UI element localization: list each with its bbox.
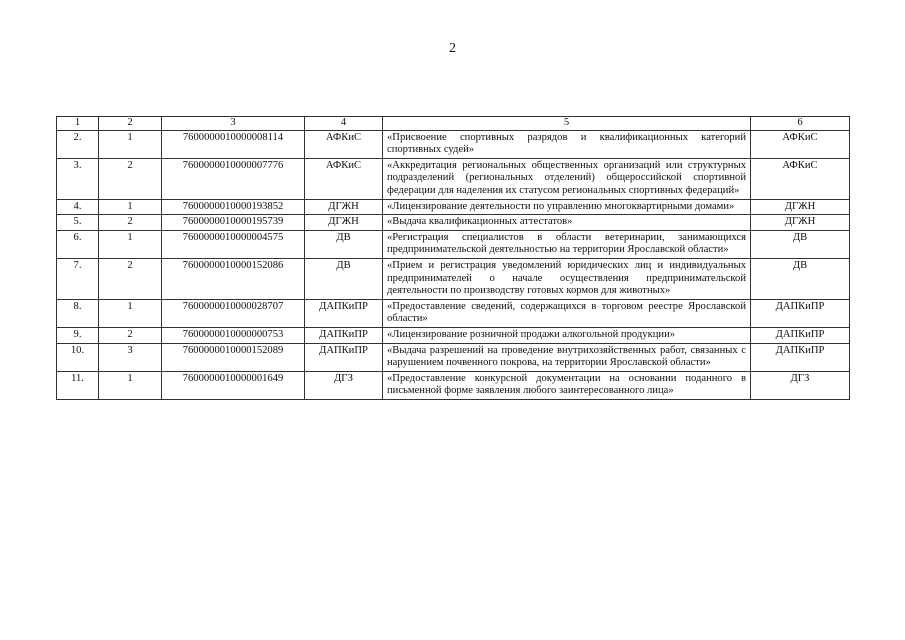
service-code: 7600000010000152086: [162, 258, 305, 299]
responsible-authority: ДГЖН: [751, 215, 850, 231]
table-row: [57, 299, 850, 327]
table-row: [57, 258, 850, 299]
service-name: «Присвоение спортивных разрядов и квалификационных категорий спортивных судей»: [383, 130, 751, 158]
responsible-authority: ДАПКиПР: [751, 299, 850, 327]
responsible-authority: ДГЖН: [751, 199, 850, 215]
responsible-authority: ДГЗ: [751, 371, 850, 399]
page-number: 2: [449, 41, 456, 56]
service-code: 7600000010000007776: [162, 158, 305, 199]
service-name: «Аккредитация региональных общественных организаций или структурных подразделений (региональных отделений) общероссийской спортивной федерации для наделения их статусом региональных спортивных федераций»: [383, 158, 751, 199]
row-number: 4.: [57, 199, 99, 215]
row-number: 8.: [57, 299, 99, 327]
service-name: «Выдача разрешений на проведение внутрихозяйственных работ, связанных с нарушением почвенного покрова, на территории Ярославской области»: [383, 343, 751, 371]
column-header: 4: [305, 117, 383, 131]
responsible-authority: ДВ: [751, 230, 850, 258]
authority-abbr: ДГЖН: [305, 199, 383, 215]
authority-abbr: ДВ: [305, 258, 383, 299]
service-code: 7600000010000193852: [162, 199, 305, 215]
service-code: 7600000010000008114: [162, 130, 305, 158]
row-index: 1: [99, 130, 162, 158]
row-number: 9.: [57, 327, 99, 343]
service-name: «Прием и регистрация уведомлений юридических лиц и индивидуальных предпринимателей о начале осуществления предпринимательской деятельности по производству готовых кормов для животных»: [383, 258, 751, 299]
authority-abbr: ДВ: [305, 230, 383, 258]
column-header: 5: [383, 117, 751, 131]
row-number: 5.: [57, 215, 99, 231]
table-row: [57, 130, 850, 158]
table-row: [57, 230, 850, 258]
authority-abbr: ДАПКиПР: [305, 299, 383, 327]
row-number: 3.: [57, 158, 99, 199]
service-name: «Предоставление конкурсной документации на основании поданного в письменной форме заявления любого заинтересованного лица»: [383, 371, 751, 399]
table-row: [57, 371, 850, 399]
service-code: 7600000010000004575: [162, 230, 305, 258]
service-name: «Выдача квалификационных аттестатов»: [383, 215, 751, 231]
responsible-authority: АФКиС: [751, 158, 850, 199]
table-row: [57, 343, 850, 371]
service-name: «Регистрация специалистов в области ветеринарии, занимающихся предпринимательской деятельностью на территории Ярославской области»: [383, 230, 751, 258]
service-code: 7600000010000001649: [162, 371, 305, 399]
service-code: 7600000010000195739: [162, 215, 305, 231]
service-name: «Лицензирование розничной продажи алкогольной продукции»: [383, 327, 751, 343]
row-number: 7.: [57, 258, 99, 299]
row-index: 1: [99, 230, 162, 258]
service-code: 7600000010000152089: [162, 343, 305, 371]
authority-abbr: ДАПКиПР: [305, 327, 383, 343]
row-number: 6.: [57, 230, 99, 258]
table-header-row: [57, 117, 850, 131]
authority-abbr: ДГЖН: [305, 215, 383, 231]
column-header: 3: [162, 117, 305, 131]
authority-abbr: ДГЗ: [305, 371, 383, 399]
responsible-authority: ДАПКиПР: [751, 343, 850, 371]
responsible-authority: ДВ: [751, 258, 850, 299]
row-index: 2: [99, 327, 162, 343]
authority-abbr: ДАПКиПР: [305, 343, 383, 371]
row-index: 2: [99, 158, 162, 199]
column-header: 1: [57, 117, 99, 131]
row-index: 1: [99, 199, 162, 215]
service-code: 7600000010000028707: [162, 299, 305, 327]
service-name: «Лицензирование деятельности по управлению многоквартирными домами»: [383, 199, 751, 215]
row-index: 3: [99, 343, 162, 371]
service-code: 7600000010000000753: [162, 327, 305, 343]
row-index: 1: [99, 299, 162, 327]
authority-abbr: АФКиС: [305, 158, 383, 199]
row-number: 10.: [57, 343, 99, 371]
responsible-authority: ДАПКиПР: [751, 327, 850, 343]
row-number: 11.: [57, 371, 99, 399]
authority-abbr: АФКиС: [305, 130, 383, 158]
table-row: [57, 158, 850, 199]
row-number: 2.: [57, 130, 99, 158]
row-index: 2: [99, 215, 162, 231]
services-table: [56, 116, 850, 400]
row-index: 2: [99, 258, 162, 299]
column-header: 2: [99, 117, 162, 131]
row-index: 1: [99, 371, 162, 399]
service-name: «Предоставление сведений, содержащихся в торговом реестре Ярославской области»: [383, 299, 751, 327]
responsible-authority: АФКиС: [751, 130, 850, 158]
table-row: [57, 215, 850, 231]
table-row: [57, 327, 850, 343]
table-row: [57, 199, 850, 215]
column-header: 6: [751, 117, 850, 131]
